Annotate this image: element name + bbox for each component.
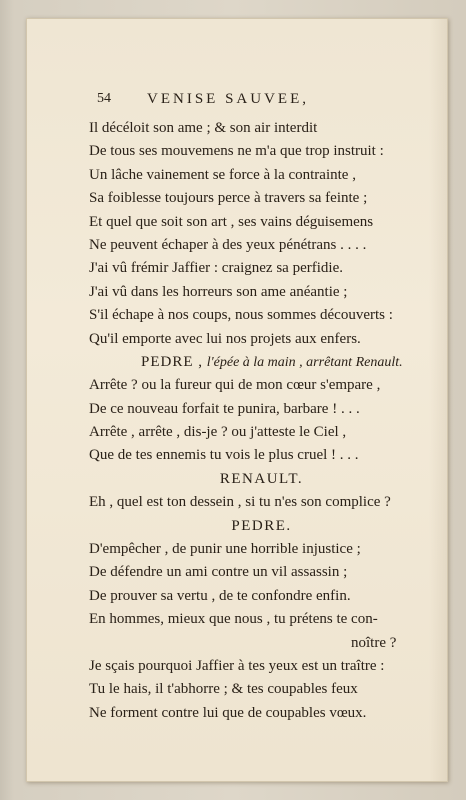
verse-line: Il décéloit son ame ; & son air interdit	[89, 120, 318, 136]
verse-line: J'ai vû frémir Jaffier : craignez sa perfidie.	[89, 260, 343, 277]
verse-line: En hommes, mieux que nous , tu prétens te con-	[89, 611, 378, 628]
running-title: VENISE SAUVEE,	[147, 91, 309, 107]
verse-line: Ne forment contre lui que de coupables vœux.	[89, 704, 367, 721]
verse-line: Qu'il emporte avec lui nos projets aux enfers.	[89, 330, 361, 347]
verse-line: De prouver sa vertu , de te confondre enfin.	[89, 587, 351, 604]
verse-line: S'il échape à nos coups, nous sommes découverts :	[89, 307, 393, 324]
verse-line: Ne peuvent échaper à des yeux pénétrans . . . .	[89, 236, 367, 253]
page-number: 54	[97, 91, 111, 106]
verse-line: Sa foiblesse toujours perce à travers sa feinte ;	[89, 190, 368, 207]
verse-line: Je sçais pourquoi Jaffier à tes yeux est un traître :	[89, 657, 385, 674]
verse-line: Eh , quel est ton dessein , si tu n'es son complice ?	[89, 494, 391, 511]
verse-line: Arrête ? ou la fureur qui de mon cœur s'empare ,	[89, 377, 381, 394]
book-page	[26, 18, 448, 782]
verse-line: noître ?	[351, 634, 397, 651]
verse-line: De défendre un ami contre un vil assassin ;	[89, 564, 348, 581]
verse-line: D'empêcher , de punir une horrible injustice ;	[89, 541, 361, 558]
stage-direction: l'épée à la main , arrêtant Renault.	[206, 354, 403, 370]
verse-line: Arrête , arrête , dis-je ? ou j'atteste le Ciel ,	[89, 424, 347, 441]
verse-line: J'ai vû dans les horreurs son ame anéantie ;	[89, 283, 348, 300]
verse-line: Que de tes ennemis tu vois le plus cruel ! . . .	[89, 447, 359, 464]
speaker-name: PEDRE ,	[141, 353, 204, 370]
page-header	[89, 91, 434, 117]
speaker-heading	[89, 351, 434, 374]
verse-line: Tu le hais, il t'abhorre ; & tes coupables feux	[89, 681, 358, 698]
speaker-heading: PEDRE.	[231, 517, 292, 534]
verse-line: De ce nouveau forfait te punira, barbare ! . . .	[89, 400, 360, 417]
speaker-heading: RENAULT.	[219, 470, 304, 487]
verse-line: Un lâche vainement se force à la contrainte ,	[89, 166, 356, 183]
verse-line: Et quel que soit son art , ses vains déguisemens	[89, 213, 374, 230]
verse-line: De tous ses mouvemens ne m'a que trop instruit :	[89, 143, 384, 160]
page-text	[89, 91, 434, 725]
